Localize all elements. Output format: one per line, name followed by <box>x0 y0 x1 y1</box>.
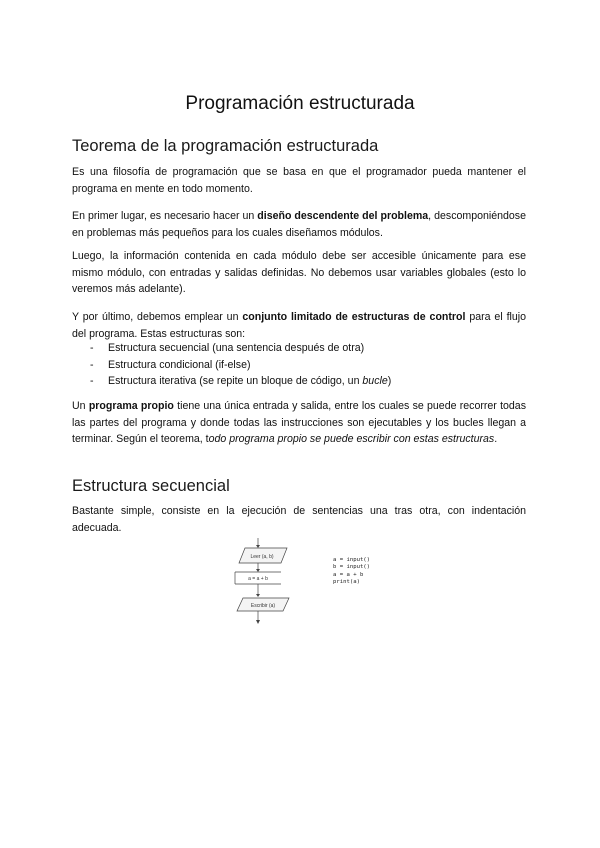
list-item-text: Estructura secuencial (una sentencia después de otra) <box>108 342 365 354</box>
paragraph-diseno <box>72 208 526 241</box>
text: Un <box>72 400 89 412</box>
list-item: - Estructura iterativa (se repite un bloque de código, un bucle) <box>90 375 392 388</box>
flow-box-label: Escribir (a) <box>250 603 276 609</box>
paragraph-modulos: Luego, la información contenida en cada módulo debe ser accesible únicamente para ese mismo módulo, con entradas y salidas definidas. No debemos usar variables globales (esto lo veremos más adelante). <box>72 250 526 296</box>
italic-text: odo programa propio se puede escribir con estas estructuras <box>208 433 495 446</box>
structures-list <box>72 340 526 390</box>
bold-text: conjunto limitado de estructuras de control <box>242 311 466 323</box>
text: , descomponiéndose en problemas más pequeños para los cuales diseñamos módulos. <box>72 210 526 239</box>
arrow-head <box>256 569 260 572</box>
flow-box-label: a = a + b <box>248 576 268 582</box>
text: ) <box>387 375 392 388</box>
flow-box-label: Leer (a, b) <box>250 554 274 560</box>
section-heading-secuencial: Estructura secuencial <box>72 477 230 495</box>
paragraph-programa-propio <box>72 398 526 448</box>
text: tiene una única entrada y salida, entre los cuales se puede recorrer todas las partes del programa y donde todas las instrucciones son ejecutables y los bucles llegan a terminar. Según el teorema, t <box>72 400 526 446</box>
paragraph-intro: Es una filosofía de programación que se basa en que el programador pueda mantener el programa en mente en todo momento. <box>72 166 526 195</box>
paragraph-estructuras <box>72 309 526 342</box>
italic-text: bucle <box>362 375 388 388</box>
bold-text: programa propio <box>88 400 174 412</box>
section-heading-teorema: Teorema de la programación estructurada <box>72 137 379 155</box>
flowchart-figure <box>215 538 415 628</box>
text: para el flujo del programa. Estas estructuras son: <box>72 311 526 340</box>
code-snippet: a = input() b = input() a = a + b print(a) <box>333 557 371 586</box>
list-item-text: Estructura iterativa (se repite un bloque de código, un <box>108 375 363 388</box>
arrow-head <box>256 594 260 597</box>
paragraph-secuencial: Bastante simple, consiste en la ejecución de sentencias una tras otra, con indentación adecuada. <box>72 505 526 534</box>
text: En primer lugar, es necesario hacer un <box>72 210 258 222</box>
arrow-head <box>256 620 260 624</box>
page-title: Programación estructurada <box>185 93 415 114</box>
bold-text: diseño descendente del problema <box>257 210 429 222</box>
text: . <box>494 433 498 446</box>
list-item: - Estructura secuencial (una sentencia después de otra) <box>90 342 365 354</box>
list-item-text: Estructura condicional (if-else) <box>108 358 251 371</box>
list-item: - Estructura condicional (if-else) <box>90 358 251 371</box>
text: Y por último, debemos emplear un <box>72 311 243 323</box>
arrow-head <box>256 545 260 548</box>
